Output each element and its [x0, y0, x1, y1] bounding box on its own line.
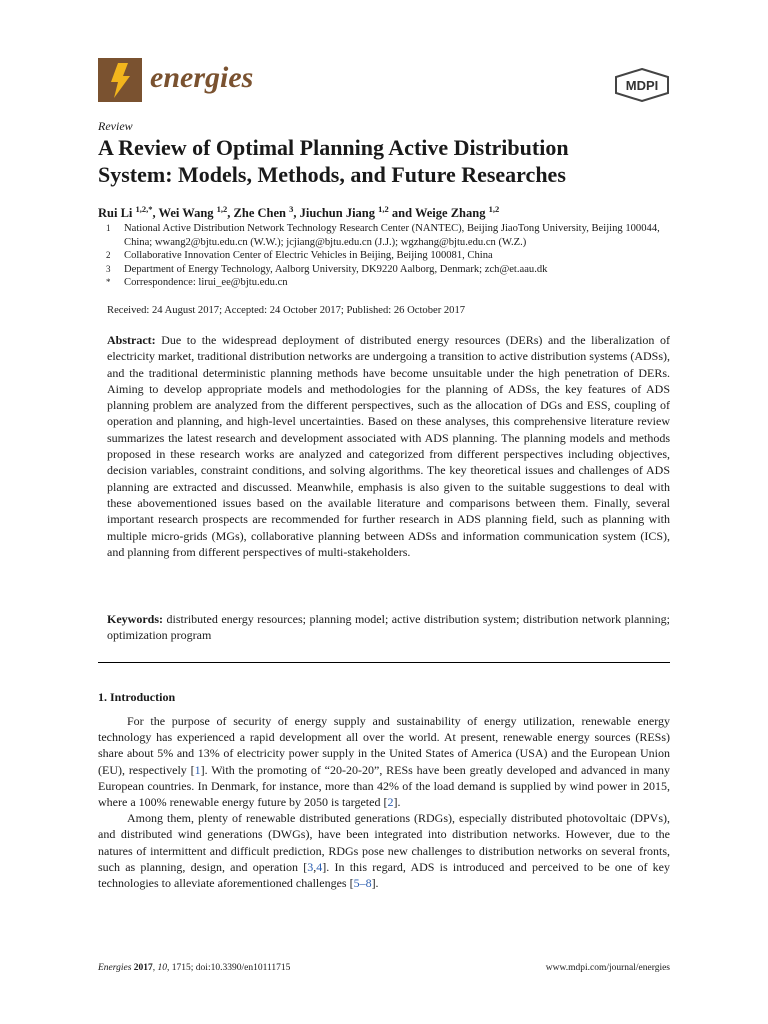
author-name: Wei Wang — [158, 206, 217, 221]
citation-link[interactable]: 2 — [387, 795, 394, 810]
affiliation-text: National Active Distribution Network Technology Research Center (NANTEC), Beijing JiaoTong University, Beijing 100044, China; wwang2@bjtu.edu.cn (W.W.); jcjiang@bjtu.edu.cn (J.J.); wgzhang@bjtu.edu.cn (W.Z.) — [124, 223, 660, 248]
affiliation-text: Collaborative Innovation Center of Electric Vehicles in Beijing, Beijing 100081, China — [124, 250, 493, 262]
keywords-text: distributed energy resources; planning model; active distribution system; distribution network planning; optimization program — [107, 612, 670, 643]
footer-year: 2017 — [133, 963, 153, 973]
citation-link[interactable]: 3 — [307, 859, 314, 874]
abstract-label: Abstract: — [107, 333, 156, 347]
author-separator: , — [152, 206, 159, 221]
journal-url[interactable]: www.mdpi.com/journal/energies — [545, 963, 670, 973]
affiliation-mark: 3 — [106, 263, 111, 274]
affiliation-item — [98, 249, 678, 263]
affiliation-text: Correspondence: lirui_ee@bjtu.edu.cn — [124, 277, 288, 289]
title-line: A Review of Optimal Planning Active Distribution — [98, 135, 569, 160]
author-affiliation-mark: 1,2 — [488, 204, 500, 214]
journal-logo — [98, 58, 142, 102]
affiliation-text: Department of Energy Technology, Aalborg University, DK9220 Aalborg, Denmark; zch@et.aau.dk — [124, 263, 548, 275]
section-divider — [98, 662, 670, 663]
affiliation-mark: 2 — [106, 250, 111, 261]
author-affiliation-mark: 1,2,* — [135, 204, 153, 214]
introduction-body — [98, 713, 670, 891]
lightning-bolt-icon — [98, 58, 142, 102]
affiliation-mark: * — [106, 277, 111, 288]
affiliation-list — [98, 222, 678, 290]
citation-footer: Energies 2017, 10, 1715; doi:10.3390/en10111715 — [98, 963, 291, 973]
author-affiliation-mark: 3 — [289, 204, 294, 214]
author-separator: , — [227, 206, 234, 221]
paper-title — [98, 134, 698, 188]
affiliation-mark: 1 — [106, 223, 111, 233]
publication-dates: Received: 24 August 2017; Accepted: 24 October 2017; Published: 26 October 2017 — [107, 305, 466, 316]
author-separator: and — [388, 206, 415, 221]
affiliation-item — [98, 276, 678, 290]
citation-link[interactable]: 5–8 — [353, 876, 372, 891]
paragraph: For the purpose of security of energy supply and sustainability of energy utilization, renewable energy technology has experienced a rapid development all over the world. At present, renewable energy sources (RESs) share about 5% and 13% of electricity power supply in the United States of America (USA) and the European Union (EU), respectively [1]. With the promoting of “20-20-20”, RESs have been greatly developed and advanced in many European countries. In Denmark, for instance, more than 42% of the load demand is supplied by wind power in 2015, where a 100% renewable energy future by 2050 is targeted [2]. — [98, 714, 670, 810]
footer-volume: 10 — [157, 963, 168, 973]
citation-link[interactable]: 4 — [316, 859, 323, 874]
affiliation-item — [98, 222, 678, 249]
abstract — [107, 332, 670, 560]
author-affiliation-mark: 1,2 — [216, 204, 228, 214]
keywords-label: Keywords: — [107, 612, 163, 626]
svg-text:MDPI: MDPI — [625, 78, 659, 93]
author-separator: , — [293, 206, 300, 221]
keywords — [107, 611, 670, 644]
article-type: Review — [98, 119, 133, 133]
paragraph: Among them, plenty of renewable distributed generations (RDGs), especially distributed photovoltaic (DPVs), and distributed wind generations (DWGs), have been integrated into distribution networks. However, due to the natures of intermittent and difficult prediction, RDGs pose new challenges to distribution networks on several fronts, such as planning, design, and operation [3,4]. In this regard, ADS is introduced and perceived to be one of key technologies to alleviate aforementioned challenges [5–8]. — [98, 811, 670, 891]
journal-name: energies — [150, 61, 254, 94]
author-name: Zhe Chen — [233, 206, 290, 221]
citation-link[interactable]: 1 — [194, 762, 201, 777]
section-heading: 1. Introduction — [98, 690, 176, 704]
affiliation-item — [98, 263, 678, 277]
mdpi-logo — [614, 68, 670, 102]
abstract-text: Due to the widespread deployment of distributed energy resources (DERs) and the liberalization of electricity market, traditional distribution networks are undergoing a transition to active distribution systems (ADSs), and the traditional deterministic planning methods have become unsuitable under the high penetration of DERs. Aiming to develop appropriate models and methodologies for the planning of ADSs, the key features of ADS planning problem are analyzed from the different perspectives, such as the allocation of DGs and ESS, coupling of operation and planning, and high-level uncertainties. Based on these analyses, this comprehensive literature review summarizes the latest research and development associated with ADS planning. The planning models and methods proposed in these research works are analyzed and categorized from different perspectives including objectives, decision variables, constraint conditions, and solving algorithms. The key theoretical issues and challenges of ADS planning are extracted and discussed. Meanwhile, emphasis is also given to the suitable suggestions to deal with these abovementioned issues based on the available literature and comparisons between them. Finally, several important research prospects are recommended for further research in ADS planning field, such as planning with multiple micro-grids (MGs), collaborative planning between ADSs and information communication system (ICS), and planning from different perspectives of multi-stakeholders. — [107, 333, 670, 559]
author-name: Rui Li — [98, 206, 136, 221]
author-list — [98, 200, 698, 222]
footer-doi: , 1715; doi:10.3390/en10111715 — [167, 963, 291, 973]
author-affiliation-mark: 1,2 — [378, 204, 389, 214]
title-line: System: Models, Methods, and Future Researches — [98, 162, 566, 187]
footer-journal: Energies — [98, 963, 132, 973]
author-name: Jiuchun Jiang — [299, 206, 379, 221]
author-name: Weige Zhang — [414, 206, 489, 221]
